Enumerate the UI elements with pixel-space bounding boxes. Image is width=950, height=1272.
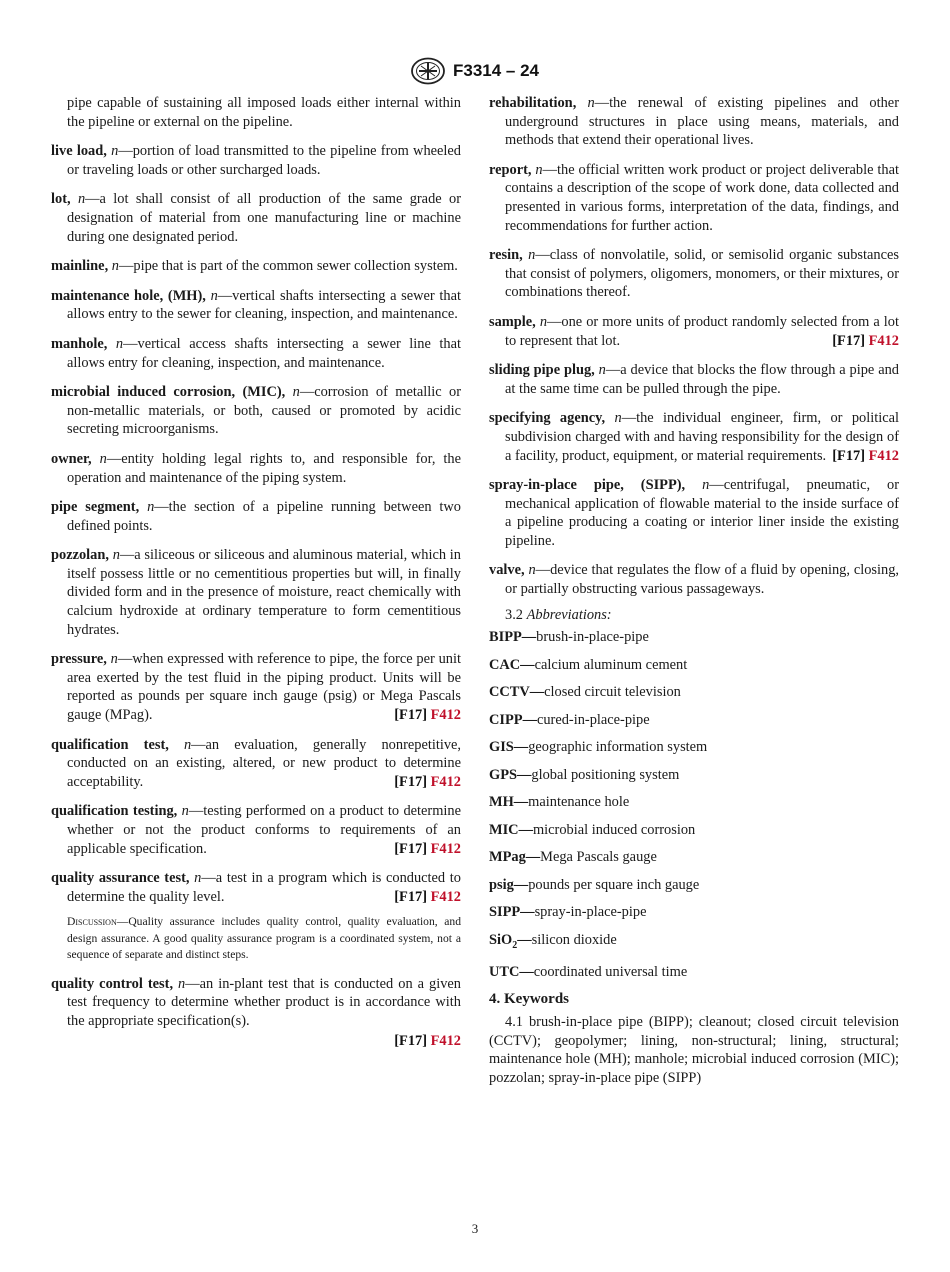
abbreviation-item-sio2: SiO$_2$—silicon dioxide	[489, 931, 617, 951]
keywords-heading: 4. Keywords	[489, 990, 569, 1007]
definition-quality-assurance-test: quality assurance test, n—a test in a program which is conducted to determine the quality level. [F17] F412	[51, 870, 461, 905]
abbreviation-item: MH—maintenance hole	[489, 794, 630, 811]
definition-owner: owner, n—entity holding legal rights to, and responsible for, the operation and maintenance of the piping system.	[51, 450, 461, 486]
definition-live-load: live load, n—portion of load transmitted to the pipeline from wheeled or traveling loads or other surcharged loads.	[51, 143, 461, 178]
definition-mic: microbial induced corrosion, (MIC), n—corrosion of metallic or non-metallic materials, or both, caused or promoted by acidic secreting microorganisms.	[51, 384, 461, 438]
definition-lot: lot, n—a lot shall consist of all production of the same grade or designation of material from one manufacturing line or machine during one designated period.	[51, 191, 461, 245]
reference-tag: [F17] F412	[394, 1032, 461, 1049]
keywords-text: 4.1 brush-in-place pipe (BIPP); cleanout; closed circuit television (CCTV); geopolymer; lining, non-structural; lining, structural; maintenance hole (MH); manhole; microbial induced corrosion (MIC); pozzolan; spray-in-place pipe (SIPP)	[489, 1014, 899, 1086]
reference-tag: [F17] F412	[394, 707, 461, 724]
f412-link[interactable]: F412	[430, 1032, 461, 1049]
abbreviation-item: CCTV—closed circuit television	[489, 684, 681, 701]
f412-link[interactable]: F412	[868, 447, 899, 464]
definition-specifying-agency: specifying agency, n—the individual engineer, firm, or political subdivision charged with and having responsibility for the design of a facility, product, equipment, or material requirements. [F17] F412	[489, 410, 899, 464]
f412-link[interactable]: F412	[868, 332, 899, 349]
abbreviation-item: CAC—calcium aluminum cement	[489, 656, 688, 673]
abbreviation-item: GIS—geographic information system	[489, 739, 708, 756]
abbreviation-item: UTC—coordinated universal time	[489, 964, 688, 981]
document-id: F3314 – 24	[452, 61, 539, 80]
definition-report: report, n—the official written work product or project deliverable that contains a description of the scope of work done, data collected and presented in various forms, interpretation of the data, findings, and recommendations for further action.	[489, 161, 899, 234]
abbreviation-item: MIC—microbial induced corrosion	[489, 821, 696, 838]
page-header	[0, 56, 950, 86]
definition-qualification-testing: qualification testing, n—testing performed on a product to determine whether or not the product conforms to requirements of an applicable specification. [F17] F412	[51, 803, 461, 857]
abbreviation-item: GPS—global positioning system	[489, 766, 680, 783]
reference-tag: [F17] F412	[394, 888, 461, 905]
definition-manhole: manhole, n—vertical access shafts intersecting a sewer line that allows entry for cleaning, inspection, and maintenance.	[51, 335, 461, 371]
definition-sipp: spray-in-place pipe, (SIPP), n—centrifugal, pneumatic, or mechanical application of flowable material to the inside surface of a pipeline producing a coating or interior liner inside the existing pipeline.	[489, 477, 899, 549]
f412-link[interactable]: F412	[430, 840, 461, 857]
definition-pipe-segment: pipe segment, n—the section of a pipeline running between two defined points.	[51, 499, 461, 534]
continued-definition: pipe capable of sustaining all imposed loads either internal within the pipeline or external on the pipeline.	[67, 95, 461, 130]
definition-sample: sample, n—one or more units of product randomly selected from a lot to represent that lot. [F17] F412	[489, 313, 899, 349]
f412-link[interactable]: F412	[430, 773, 461, 790]
page-number: 3	[471, 1221, 479, 1236]
definition-resin: resin, n—class of nonvolatile, solid, or semisolid organic substances that consist of polymers, oligomers, monomers, or their mixtures, or combinations thereof.	[489, 247, 899, 301]
definition-qualification-test: qualification test, n—an evaluation, generally nonrepetitive, conducted on an existing, altered, or new product to determine acceptability. [F17] F412	[51, 736, 461, 790]
definition-mainline: mainline, n—pipe that is part of the common sewer collection system.	[51, 258, 458, 275]
f412-link[interactable]: F412	[430, 888, 461, 905]
astm-logo-icon	[411, 57, 445, 85]
abbreviation-item: psig—pounds per square inch gauge	[489, 876, 700, 893]
abbreviation-item: BIPP—brush-in-place-pipe	[489, 629, 649, 646]
left-column	[51, 94, 461, 1061]
definition-sliding-pipe-plug: sliding pipe plug, n—a device that blocks the flow through a pipe and at the same time can be pulled through the pipe.	[489, 362, 899, 397]
definition-maintenance-hole: maintenance hole, (MH), n—vertical shafts intersecting a sewer that allows entry to the sewer for cleaning, inspection, and maintenance.	[51, 287, 461, 323]
abbreviation-item: MPag—Mega Pascals gauge	[489, 849, 657, 866]
right-column	[489, 94, 899, 1088]
f412-link[interactable]: F412	[430, 707, 461, 724]
reference-tag: [F17] F412	[832, 332, 899, 349]
abbreviation-item: CIPP—cured-in-place-pipe	[489, 711, 650, 728]
definition-rehabilitation: rehabilitation, n—the renewal of existing pipelines and other underground structures in place using means, materials, and methods that extend their operational lives.	[489, 95, 899, 149]
abbreviations-heading: 3.2 Abbreviations:	[505, 606, 612, 623]
abbreviation-item: SIPP—spray-in-place-pipe	[489, 904, 647, 921]
definition-quality-control-test: quality control test, n—an in-plant test that is conducted on a given test frequency to determine whether product is in accordance with the appropriate specification(s).	[51, 975, 461, 1030]
reference-tag: [F17] F412	[394, 773, 461, 790]
definition-pozzolan: pozzolan, n—a siliceous or siliceous and aluminous material, which in itself possess little or no cementitious properties but will, in finally divided form and in the presence of moisture, react chemically with calcium hydroxide at ordinary temperature to form cementitious hydrates.	[51, 547, 461, 638]
reference-tag: [F17] F412	[832, 447, 899, 464]
definition-valve: valve, n—device that regulates the flow of a fluid by opening, closing, or partially obstructing various passageways.	[489, 562, 899, 598]
reference-tag: [F17] F412	[394, 840, 461, 857]
definition-pressure: pressure, n—when expressed with reference to pipe, the force per unit area exerted by the test fluid in the piping product. Units will be reported as pounds per square inch gauge (psig) or Mega Pascals gauge (MPag). [F17] F412	[51, 651, 461, 724]
discussion-note: Discussion—Quality assurance includes quality control, quality evaluation, and design assurance. A good quality assurance program is a coordinated system, not a sequence of separate and distinct steps.	[67, 915, 461, 962]
